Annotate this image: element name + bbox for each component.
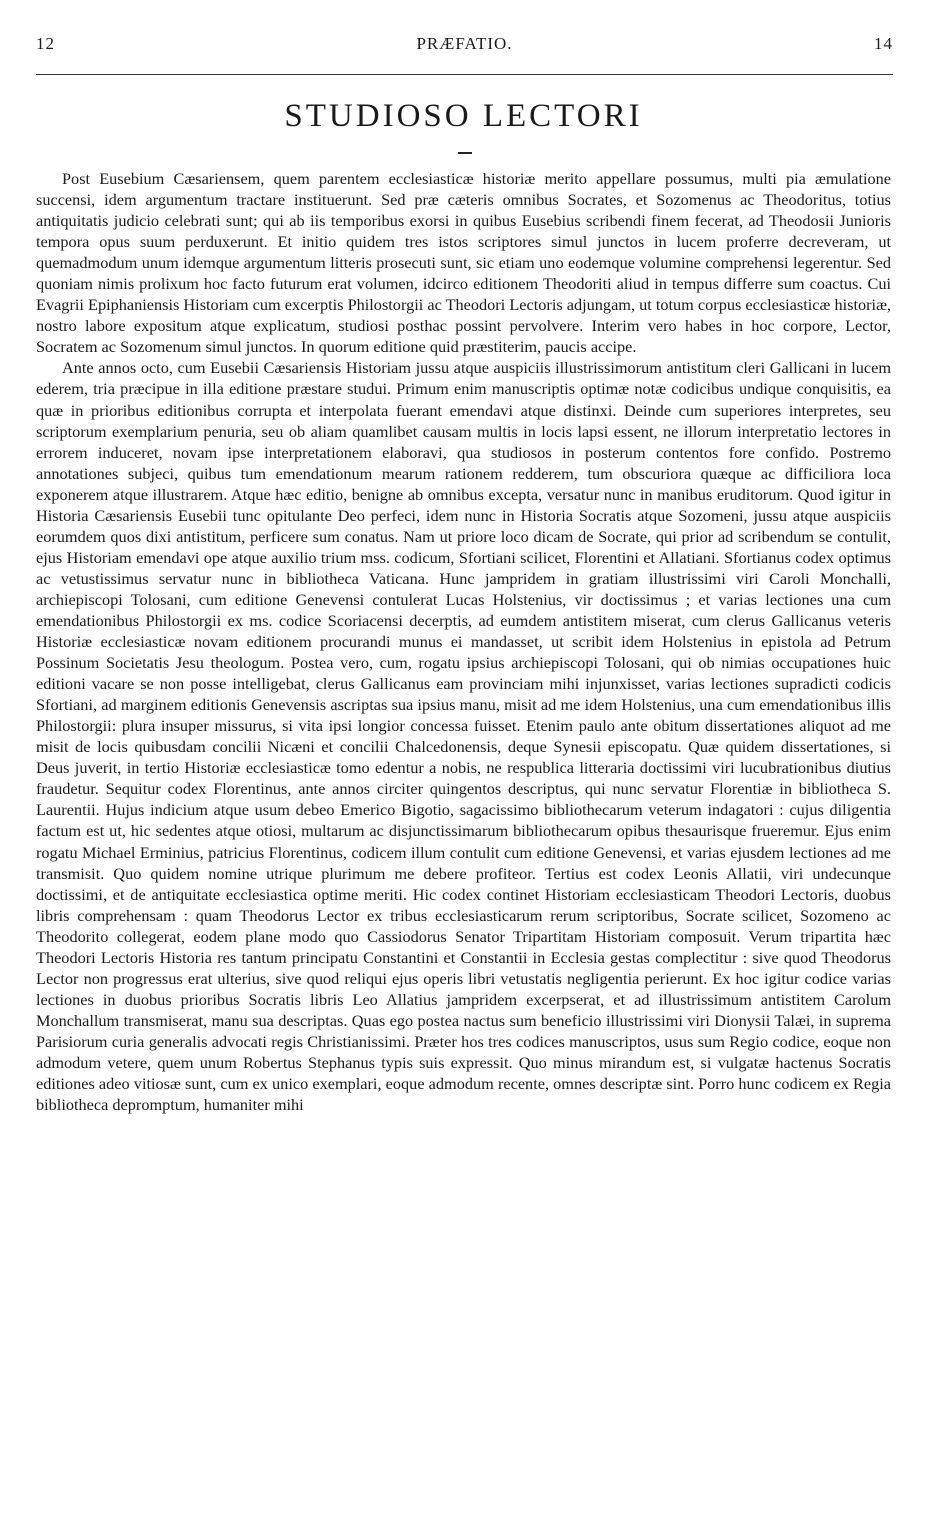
running-head (36, 34, 893, 58)
body-text (36, 168, 891, 1115)
paragraph-1: Post Eusebium Cæsariensem, quem parentem ecclesiasticæ historiæ merito appellare possumus, multi pia æmulatione succensi, idem argumentum tractare instituerunt. Sed præ cæteris omnibus Socrates, et Sozomenus ac Theodoritus, totius antiquitatis judicio celebrati sunt; qui ab iis temporibus exorsi in quibus Eusebius scribendi finem fecerat, ad Theodosii Junioris tempora opus suum perduxerunt. Et initio quidem tres istos scriptores simul junctos in lucem proferre decreveram, ut quemadmodum unum idemque argumentum litteris prosecuti sunt, sic etiam uno eodemque volumine comprehensi legerentur. Sed quoniam nimis prolixum hoc facto futurum erat volumen, idcirco editionem Theodoriti aliud in tempus differre sum coactus. Cui Evagrii Epiphaniensis Historiam cum excerptis Philostorgii ac Theodori Lectoris adjungam, ut totum corpus ecclesiasticæ historiæ, nostro labore expositum atque explicatum, studiosi posthac possint pervolvere. Interim vero habes in hoc corpore, Lector, Socratem ac Sozomenum simul junctos. In quorum editione quid præstiterim, paucis accipe. (36, 169, 891, 357)
page-number-left: 12 (36, 34, 55, 53)
page-title: STUDIOSO LECTORI (284, 98, 643, 134)
page-number-right: 14 (874, 34, 893, 53)
title-dash (458, 152, 472, 154)
paragraph-2: Ante annos octo, cum Eusebii Cæsariensis Historiam jussu atque auspiciis illustrissimorum antistitum cleri Gallicani in lucem ederem, tria præcipue in illa editione præstare studui. Primum enim manuscriptis optimæ notæ codicibus undique conquisitis, ea quæ in prioribus editionibus corrupta et interpolata fuerant emendavi atque distinxi. Deinde cum superiores interpretes, seu scriptorum exemplarium penuria, seu ob aliam quamlibet causam multis in locis lapsi essent, ne illorum interpretatio lectores in errorem induceret, novam ipse interpretationem elaboravi, qua studiosos in posterum contentos fore confido. Postremo annotationes subjeci, quibus tum emendationum mearum rationem redderem, tum obscuriora quæque ac difficiliora loca exponerem atque illustrarem. Atque hæc editio, benigne ab omnibus excepta, versatur nunc in manibus eruditorum. Quod igitur in Historia Cæsariensis Eusebii tunc opitulante Deo perfeci, idem nunc in Historia Socratis atque Sozomeni, jussu atque auspiciis eorumdem quos dixi antistitum, perficere sum conatus. Nam ut priore loco dicam de Socrate, qui prior ad scribendum se contulit, ejus Historiam emendavi ope atque auxilio trium mss. codicum, Sfortiani scilicet, Florentini et Allatiani. Sfortianus codex optimus ac vetustissimus servatur nunc in bibliotheca Vaticana. Hunc jampridem in gratiam illustrissimi viri Caroli Monchalli, archiepiscopi Tolosani, cum editione Genevensi contulerat Lucas Holstenius, vir doctissimus ; et varias lectiones una cum emendationibus Philostorgii ex ms. codice Scoriacensi decerptis, ad eumdem antistitem miserat, cum clerus Gallicanus veteris Historiæ ecclesiasticæ novam editionem procurandi munus ei mandasset, ut scribit idem Holstenius in epistola ad Petrum Possinum Societatis Jesu theologum. Postea vero, cum, rogatu ipsius archiepiscopi Tolosani, qui ob nimias occupationes huic editioni vacare se non posse intelligebat, clerus Gallicanus eam provinciam mihi injunxisset, varias lectiones supradicti codicis Sfortiani, ad marginem editionis Genevensis ascriptas sua ipsius manu, misit ad me idem Holstenius, una cum emendationibus illis Philostorgii: plura insuper missurus, si vita ipsi longior concessa fuisset. Etenim paulo ante obitum dissertationes aliquot ad me misit de locis quibusdam concilii Nicæni et concilii Chalcedonensis, deque Synesii episcopatu. Quæ quidem dissertationes, si Deus juverit, in tertio Historiæ ecclesiasticæ tomo edentur a nobis, ne respublica litteraria doctissimi viri lucubrationibus diutius fraudetur. Sequitur codex Florentinus, ante annos circiter quingentos descriptus, qui nunc servatur Florentiæ in bibliotheca S. Laurentii. Hujus indicium atque usum debeo Emerico Bigotio, sagacissimo bibliothecarum veterum indagatori : cujus diligentia factum est ut, hic sedentes atque otiosi, multarum ac disjunctissimarum bibliothecarum opibus thesaurisque frueremur. Ejus enim rogatu Michael Erminius, patricius Florentinus, codicem illum contulit cum editione Genevensi, et varias ejusdem lectiones ad me transmisit. Quo quidem nomine utrique plurimum me debere profiteor. Tertius est codex Leonis Allatii, viri undecunque doctissimi, et de antiquitate ecclesiastica optime meriti. Hic codex continet Historiam ecclesiasticam Theodori Lectoris, duobus libris comprehensam : quam Theodorus Lector ex tribus ecclesiasticarum rerum scriptoribus, Socrate scilicet, Sozomeno ac Theodorito collegerat, eodem plane modo quo Cassiodorus Senator Tripartitam Historiam composuit. Verum tripartita hæc Theodori Lectoris Historia res tantum principatu Constantini et Constantii in Ecclesia gestas complectitur : sive quod Theodorus Lector non progressus erat ulterius, sive quod reliqui ejus operis libri vetustatis negligentia perierunt. Ex hoc igitur codice varias lectiones in duobus prioribus Socratis libris Leo Allatius jampridem excerpserat, et ad illustrissimum antistitem Carolum Monchallum transmiserat, manu sua descriptas. Quas ego postea nactus sum beneficio illustrissimi viri Dionysii Talæi, in suprema Parisiorum curia generalis advocati regis Christianissimi. Præter hos tres codices manuscriptos, usus sum Regio codice, eoque non admodum vetere, quem unum Robertus Stephanus typis suis expressit. Quo minus mirandum est, si vulgatæ hactenus Socratis editiones adeo vitiosæ sunt, cum ex unico exemplari, eoque admodum recente, omnes descriptæ sint. Porro hunc codicem ex Regia bibliotheca depromptum, humaniter mihi (36, 358, 891, 1115)
header-rule (36, 74, 893, 75)
running-title: PRÆFATIO. (416, 34, 513, 53)
